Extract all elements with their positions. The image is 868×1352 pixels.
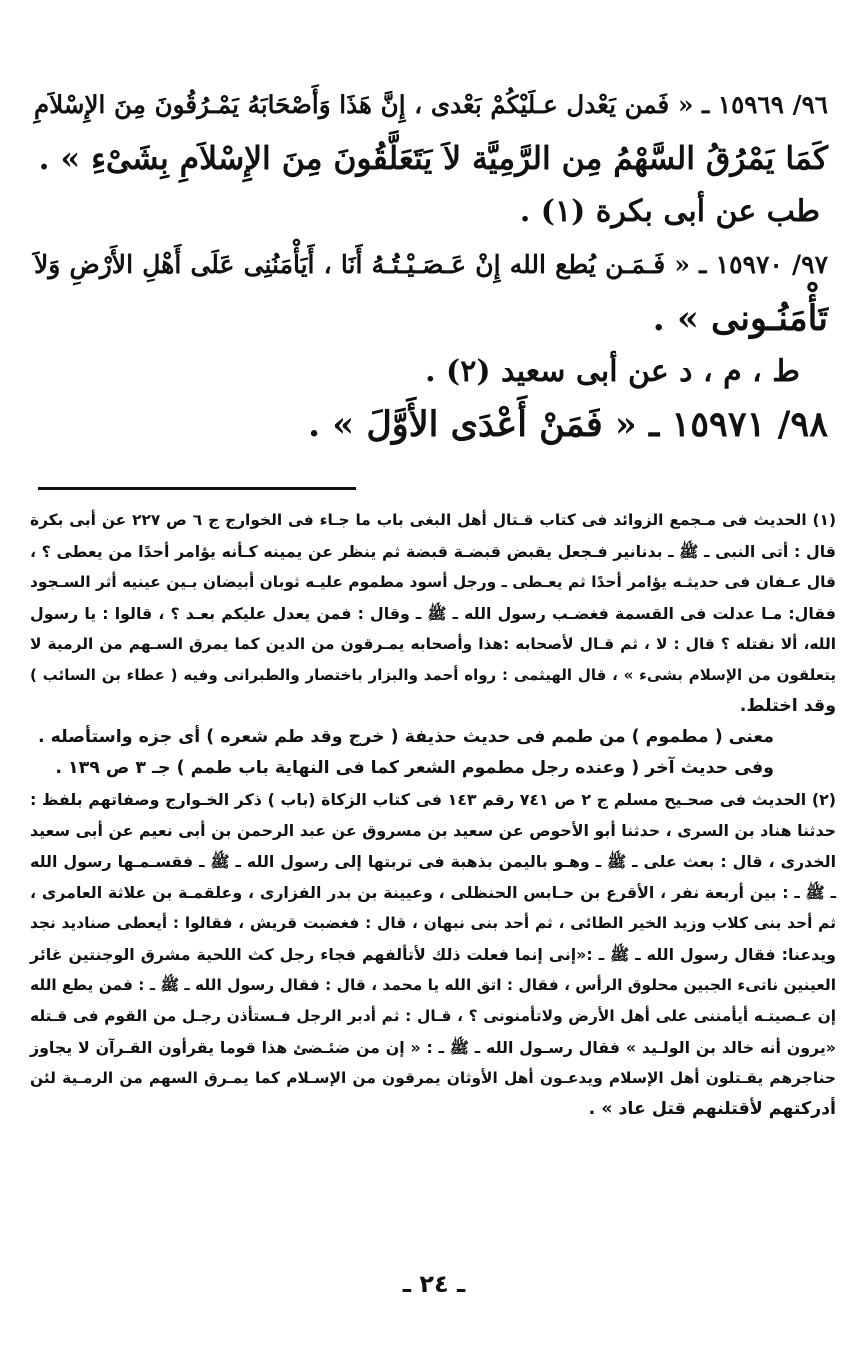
footnotes	[30, 505, 836, 1125]
footnote-line: وقد اختلط.	[739, 696, 836, 716]
footnote-line: «يرون أنه خالد بن الولـيد » فقال رسـول الله ـ ﷺ ـ : « إن من ضئـضئ هذا قوما يقرأون القـرآن لا يجاوز	[30, 1038, 836, 1057]
footnote-line: قال عـفان فى حديثـه يؤامر أحدًا ثم يعـطى ـ ورجل أسود مطموم عليـه ثوبان أبيضان بـين عينيه أثر السـجود	[30, 573, 836, 591]
footnote-line: (١) الحديث فى مـجمع الزوائد فى كتاب قـتال أهل البغى باب ما جـاء فى الخوارج ج ٦ ص ٢٢٧ عن أبى بكرة	[30, 511, 836, 529]
footnote-line: إن عـصيتـه أيأمننى على أهل الأرض ولاتأمنونى ؟ ، قـال : ثم أدبر الرجل فـستأذن رجـل من القوم فى قـتله	[30, 1007, 836, 1025]
hadith-96-line-1: ٩٦/ ١٥٩٦٩ ـ « فَمن يَعْدل عـلَيْكُمْ بَعْدى ، إِنَّ هَذَا وَأَصْحَابَهُ يَمْـرُقُونَ مِنَ الإِسْلاَمِ	[34, 90, 828, 119]
footnote-line: (٢) الحديث فى صحـيح مسلم ج ٢ ص ٧٤١ رقم ١٤٣ فى كتاب الزكاة (باب ) ذكر الخـوارج وصفاتهم بلفظ :	[30, 790, 837, 809]
footnote-line: حناجرهم يقـتلون أهل الإسلام ويدعـون أهل الأوثان يمرقون من الإسـلام كما يمـرق السهم من الرمـية لئن	[30, 1069, 836, 1087]
hadith-97-source: ط ، م ، د عن أبى سعيد (٢) .	[425, 354, 800, 389]
hadith-96-line-2: كَمَا يَمْرُقُ السَّهْمُ مِن الرَّمِيَّة لاَ يَتَعَلَّقُونَ مِنَ الإِسْلاَمِ بِشَىْءِ » .	[38, 141, 828, 177]
footnote-line: أدركتهم لأقتلنهم قتل عاد » .	[588, 1099, 836, 1119]
footnote-line: العينين ناتىء الجبين محلوق الرأس ، فقال : اتق الله يا محمد ، قال : فقال رسول الله ـ ﷺ ـ : فمن يطع الله	[30, 976, 836, 994]
footnote-line: يتعلقون من الإسلام بشىء » ، قال الهيثمى : رواه أحمد والبزار باختصار والطبرانى وفيه ( عطاء بن السائب )	[30, 666, 836, 684]
footnote-divider	[38, 487, 356, 490]
footnote-line: حدثنا هناد بن السرى ، حدثنا أبو الأحوص عن سعيد بن مسروق عن عبد الرحمن بن أبى نعيم عن أبى سعيد	[30, 821, 836, 840]
footnote-line: معنى ( مطموم ) من طمم فى حديث حذيفة ( خرج وقد طم شعره ) أى جزه واستأصله .	[37, 727, 774, 747]
hadith-98-line-1: ٩٨/ ١٥٩٧١ ـ « فَمَنْ أَعْدَى الأَوَّلَ » .	[307, 404, 828, 445]
footnote-line: ـ ﷺ ـ : بين أربعة نفر ، الأقرع بن حـابس الحنظلى ، وعيينة بن بدر الفزارى ، وعلقمـة بن علاثة العامرى ،	[30, 883, 836, 902]
footnote-line: قال : أتى النبى ـ ﷺ ـ بدنانير فـجعل يقبض قبضـة قبضة ثم ينظر عن يمينه كـأنه يؤامر أحدًا من يعطى ؟ ،	[30, 542, 836, 561]
hadith-97-line-1: ٩٧/ ١٥٩٧٠ ـ « فَـمَـن يُطع الله إِنْ عَـصَـيْـتُـهُ أَنَا ، أَيَأْمَنُنِى عَلَى أَهْلِ الأَرْضِ وَلاَ	[34, 250, 828, 279]
page-number: ـ ٢٤ ـ	[402, 1270, 466, 1298]
hadith-97-line-2: تَأْمَنُـونى » .	[652, 298, 828, 339]
footnote-line: الله، ألا نقتله ؟ قال : لا ، ثم قـال لأصحابه :هذا وأصحابه يمـرقون من الدين كما يمرق السـهم من الرمية لا	[30, 635, 836, 653]
footnote-line: الخدرى ، قال : بعث على ـ ﷺ ـ وهـو باليمن بذهبة فى تربتها إلى رسول الله ـ ﷺ ـ فقسـمـها رسول الله	[30, 852, 836, 871]
hadith-96-source: طب عن أبى بكرة (١) .	[519, 194, 820, 229]
footnote-line: فقال: مـا عدلت فى القسمة فغضـب رسول الله ـ ﷺ ـ وقال : فمن يعدل عليكم بعـد ؟ ، قالوا : يا رسول	[30, 604, 836, 623]
footnote-line: ويدعنا: فقال رسول الله ـ ﷺ ـ :«إنى إنما فعلت ذلك لأتألفهم فجاء رجل كث اللحية مشرق الوجنتين غائر	[30, 945, 836, 964]
footnote-line: وفى حديث آخر ( وعنده رجل مطموم الشعر كما فى النهاية باب طمم ) جـ ٣ ص ١٣٩ .	[55, 758, 774, 778]
footnote-line: ثم أحد بنى كلاب وزيد الخير الطائى ، ثم أحد بنى نبهان ، قال : فغضبت قريش ، فقالوا : أيعطى صناديد نجد	[30, 914, 836, 932]
hadith-section	[34, 78, 828, 452]
